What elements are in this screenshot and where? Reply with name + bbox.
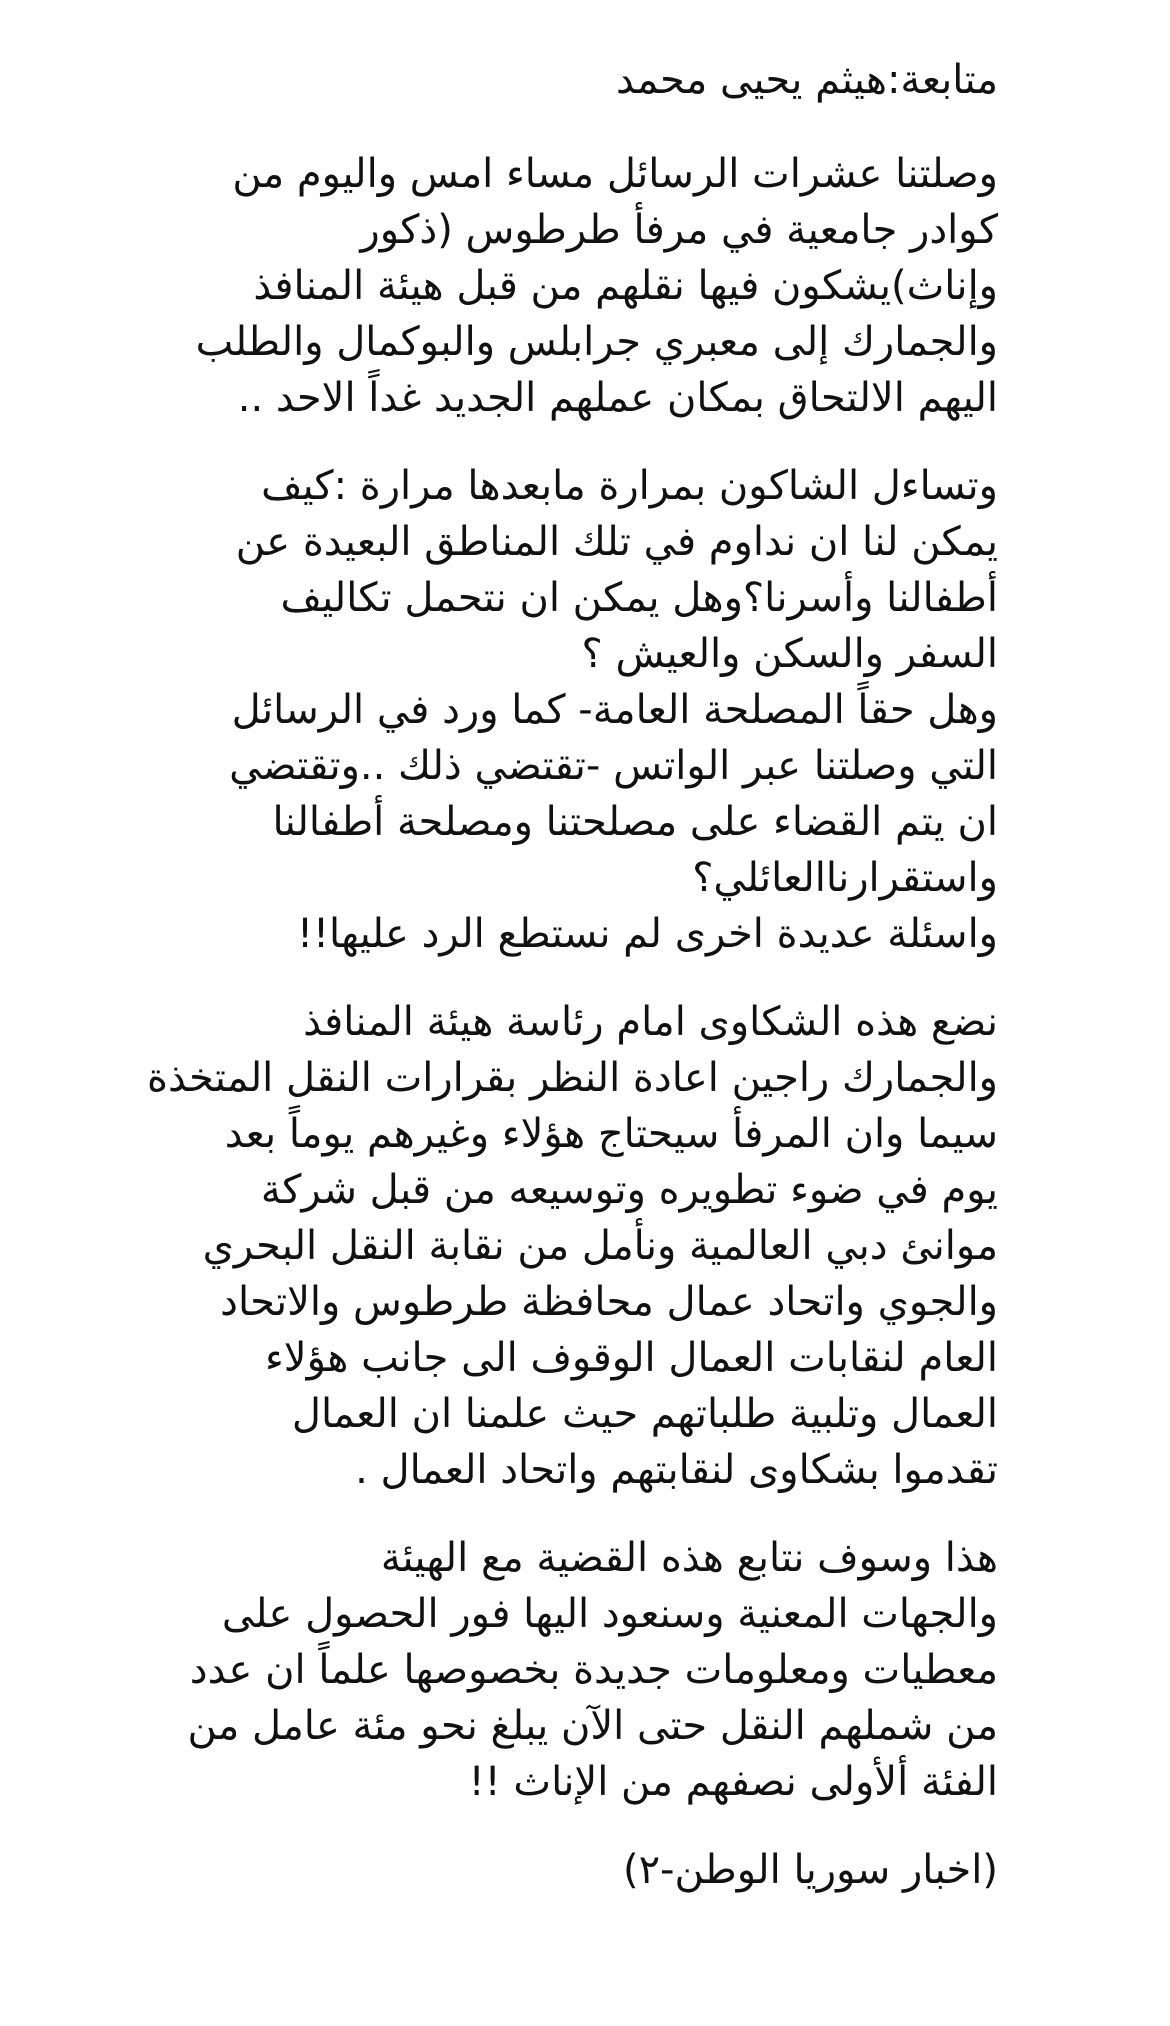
source-credit: [138, 1842, 998, 1898]
paragraph-line: كوادر جامعية في مرفأ طرطوس (ذكور: [360, 207, 998, 253]
paragraph-2: [138, 458, 998, 962]
paragraph-line: الفئة ألأولى نصفهم من الإناث !!: [468, 1759, 998, 1805]
paragraph-line: وهل حقاً المصلحة العامة- كما ورد في الرسائل: [231, 687, 998, 733]
paragraph-line: أطفالنا وأسرنا؟وهل يمكن ان نتحمل تكاليف: [280, 575, 998, 621]
paragraph-line: واسئلة عديدة اخرى لم نستطع الرد عليها!!: [296, 911, 998, 957]
paragraph-line: سيما وان المرفأ سيحتاج هؤلاء وغيرهم يوماً بعد: [224, 1111, 998, 1157]
byline-text: متابعة:هيثم يحيى محمد: [615, 57, 998, 103]
paragraph-line: معطيات ومعلومات جديدة بخصوصها علماً ان عدد: [189, 1647, 998, 1693]
paragraph-line: وصلتنا عشرات الرسائل مساء امس واليوم من: [232, 151, 998, 197]
paragraph-line: يمكن لنا ان نداوم في تلك المناطق البعيدة عن: [235, 519, 998, 565]
paragraph-line: يوم في ضوء تطويره وتوسيعه من قبل شركة: [260, 1167, 998, 1213]
paragraph-line: وإناث)يشكون فيها نقلهم من قبل هيئة المنافذ: [253, 263, 998, 309]
paragraph-line: نضع هذه الشكاوى امام رئاسة هيئة المنافذ: [303, 999, 998, 1045]
paragraph-4: [138, 1530, 998, 1810]
paragraph-line: واستقرارناالعائلي؟: [692, 855, 998, 901]
paragraph-line: موانئ دبي العالمية ونأمل من نقابة النقل البحري: [202, 1223, 998, 1269]
paragraph-line: والجوي واتحاد عمال محافظة طرطوس والاتحاد: [220, 1279, 998, 1325]
paragraph-line: والجهات المعنية وسنعود اليها فور الحصول على: [221, 1591, 998, 1637]
paragraph-line: من شملهم النقل حتى الآن يبلغ نحو مئة عامل من: [187, 1703, 998, 1749]
paragraph-line: ان يتم القضاء على مصلحتنا ومصلحة أطفالنا: [272, 799, 998, 845]
news-article: [138, 52, 998, 1898]
byline: [138, 52, 998, 108]
paragraph-line: وتساءل الشاكون بمرارة مابعدها مرارة :كيف: [261, 463, 998, 509]
paragraph-line: تقدموا بشكاوى لنقابتهم واتحاد العمال .: [355, 1447, 998, 1493]
paragraph-line: والجمارك راجين اعادة النظر بقرارات النقل المتخذة: [147, 1055, 998, 1101]
paragraph-line: العام لنقابات العمال الوقوف الى جانب هؤلاء: [264, 1335, 998, 1381]
paragraph-3: [138, 994, 998, 1498]
paragraph-line: التي وصلتنا عبر الواتس -تقتضي ذلك ..وتقتضي: [229, 743, 998, 789]
paragraph-line: هذا وسوف نتابع هذه القضية مع الهيئة: [380, 1535, 998, 1581]
paragraph-line: السفر والسكن والعيش ؟: [581, 631, 998, 677]
source-credit-text: (اخبار سوريا الوطن-٢): [622, 1847, 998, 1893]
paragraph-line: اليهم الالتحاق بمكان عملهم الجديد غداً الاحد ..: [237, 375, 998, 421]
paragraph-1: [138, 146, 998, 426]
paragraph-line: والجمارك إلى معبري جرابلس والبوكمال والطلب: [195, 319, 998, 365]
paragraph-line: العمال وتلبية طلباتهم حيث علمنا ان العمال: [291, 1391, 998, 1437]
